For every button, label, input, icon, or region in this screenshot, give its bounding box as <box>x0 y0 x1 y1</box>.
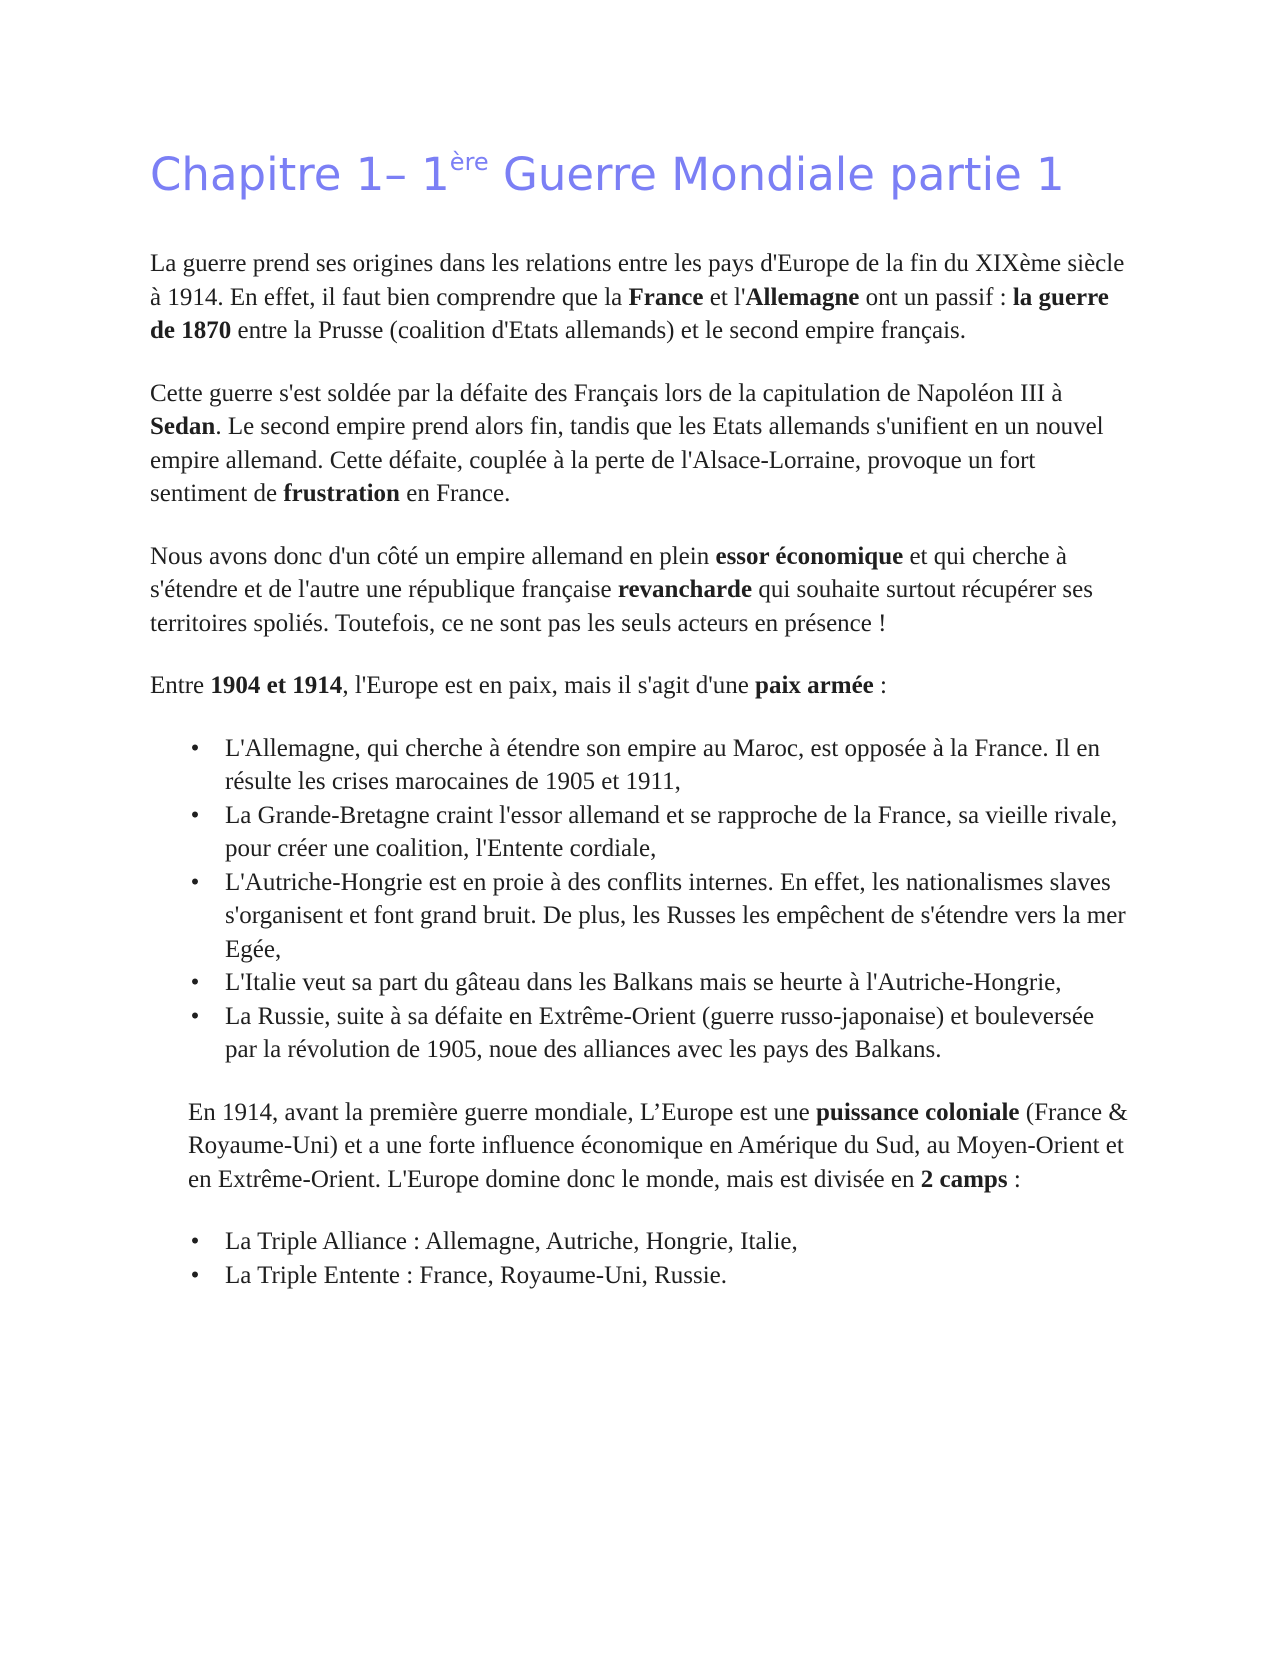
list-item-text: La Triple Alliance : Allemagne, Autriche, Hongrie, Italie, <box>225 1228 798 1255</box>
bullet-icon: • <box>190 1261 200 1289</box>
bullet-icon: • <box>190 969 200 996</box>
document-page <box>150 140 1130 1321</box>
list-item-text: L'Italie veut sa part du gâteau dans les Balkans mais se heurte à l'Autriche-Hongrie, <box>225 969 1062 996</box>
bullet-list-countries <box>150 732 1130 1067</box>
text-run: en France. <box>399 480 511 507</box>
list-item <box>190 1225 1130 1259</box>
title-prefix: Chapitre 1– 1 <box>150 148 450 201</box>
bold-run: essor économique <box>715 542 904 570</box>
text-run: Entre <box>150 672 211 699</box>
text-run: . Le second empire prend alors fin, tandis que les Etats allemands s'unifient en un nouvel empire allemand. Cette défaite, couplée à la perte de l'Alsace-Lorraine, provoque un fort sentiment de <box>150 413 1104 507</box>
bold-run: puissance coloniale <box>816 1098 1020 1126</box>
bold-run: Allemagne <box>745 283 860 311</box>
text-run: Cette guerre s'est soldée par la défaite des Français lors de la capitulation de Napoléon III à <box>150 379 1063 407</box>
bullet-icon: • <box>190 734 200 762</box>
paragraph-armed-peace <box>150 669 1130 703</box>
list-item-text: La Grande-Bretagne craint l'essor allemand et se rapproche de la France, sa vieille rivale, pour créer une coalition, l'Entente cordiale, <box>225 801 1118 862</box>
list-item-text: La Russie, suite à sa défaite en Extrême-Orient (guerre russo-japonaise) et bouleversée par la révolution de 1905, noue des alliances avec les pays des Balkans. <box>225 1002 1095 1063</box>
list-item-text: La Triple Entente : France, Royaume-Uni, Russie. <box>225 1261 728 1289</box>
text-run: qui souhaite surtout récupérer ses territoires spoliés. Toutefois, ce ne sont pas les seuls acteurs en présence ! <box>150 576 1093 637</box>
bullet-icon: • <box>190 1228 200 1255</box>
title-superscript: ère <box>449 148 489 176</box>
list-item <box>190 866 1130 967</box>
bold-run: 2 camps <box>920 1165 1008 1193</box>
text-run: La guerre prend ses origines dans les relations entre les pays d'Europe de la fin du XIXème siècle à 1914. En effet, il faut bien comprendre que la <box>150 250 1125 311</box>
list-item-text: L'Autriche-Hongrie est en proie à des conflits internes. En effet, les nationalismes slaves s'organisent et font grand bruit. De plus, les Russes les empêchent de s'étendre vers la mer Egée, <box>225 868 1126 963</box>
text-run: , l'Europe est en paix, mais il s'agit d'une <box>342 672 756 699</box>
bullet-icon: • <box>190 1002 200 1030</box>
bold-run: la guerre de 1870 <box>150 283 1109 344</box>
text-run: et qui cherche à s'étendre et de l'autre une république française <box>150 542 1067 603</box>
bullet-icon: • <box>190 868 200 896</box>
text-run: : <box>1007 1165 1021 1193</box>
list-item <box>190 1000 1130 1067</box>
paragraph-defeat <box>150 377 1130 511</box>
text-run: : <box>873 672 887 699</box>
text-run: En 1914, avant la première guerre mondiale, L’Europe est une <box>188 1098 817 1126</box>
title-suffix: Guerre Mondiale partie 1 <box>488 148 1065 201</box>
bold-run: paix armée <box>755 672 874 699</box>
list-item <box>190 799 1130 866</box>
text-run: et l' <box>703 283 746 311</box>
paragraph-europe-1914 <box>188 1096 1130 1197</box>
bold-run: 1904 et 1914 <box>210 672 343 699</box>
bold-run: France <box>628 283 704 311</box>
bold-run: frustration <box>283 480 400 507</box>
list-item <box>190 732 1130 799</box>
text-run: (France & Royaume-Uni) et a une forte influence économique en Amérique du Sud, au Moyen-Orient et en Extrême-Orient. L'Europe domine donc le monde, mais est divisée en <box>188 1098 1128 1193</box>
text-run: entre la Prusse (coalition d'Etats allemands) et le second empire français. <box>231 317 967 344</box>
chapter-title <box>150 140 1130 217</box>
bullet-icon: • <box>190 801 200 829</box>
bold-run: Sedan <box>150 413 216 440</box>
list-item <box>190 1259 1130 1293</box>
list-item <box>190 966 1130 1000</box>
text-run: ont un passif : <box>859 283 1013 311</box>
bullet-list-alliances <box>150 1225 1130 1292</box>
text-run: Nous avons donc d'un côté un empire allemand en plein <box>150 542 716 570</box>
paragraph-origins <box>150 247 1130 348</box>
list-item-text: L'Allemagne, qui cherche à étendre son empire au Maroc, est opposée à la France. Il en résulte les crises marocaines de 1905 et 1911, <box>225 734 1100 795</box>
paragraph-actors <box>150 540 1130 641</box>
bold-run: revancharde <box>617 576 753 603</box>
